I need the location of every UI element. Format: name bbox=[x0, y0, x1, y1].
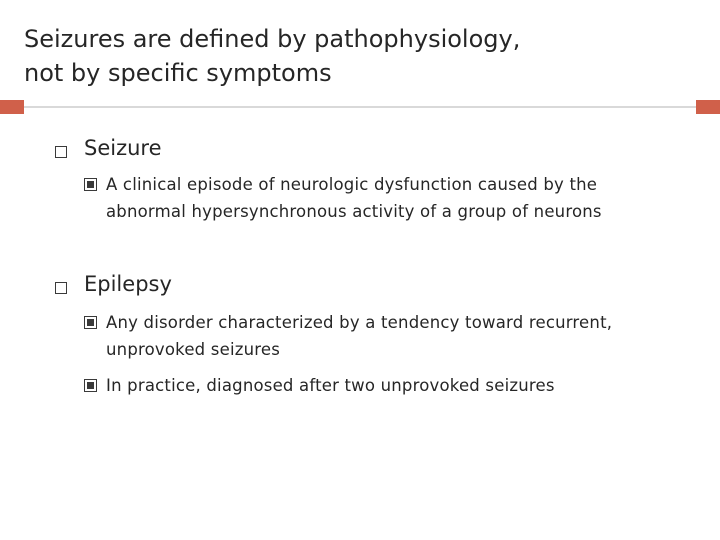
definition-seizure-line-1: A clinical episode of neurologic dysfunction caused by the bbox=[106, 175, 598, 194]
definition-epilepsy-2-line-1: In practice, diagnosed after two unprovoked seizures bbox=[106, 376, 555, 395]
slide-title-line-2: not by specific symptoms bbox=[24, 59, 332, 87]
square-bullet-icon bbox=[55, 146, 67, 158]
flag-bullet-icon bbox=[84, 178, 97, 191]
divider-accent-right bbox=[696, 100, 720, 114]
term-epilepsy: Epilepsy bbox=[84, 272, 172, 296]
definition-epilepsy-1-line-1: Any disorder characterized by a tendency toward recurrent, bbox=[106, 313, 613, 332]
flag-bullet-icon bbox=[84, 379, 97, 392]
divider-accent-left bbox=[0, 100, 24, 114]
definition-seizure-line-2: abnormal hypersynchronous activity of a group of neurons bbox=[106, 202, 602, 221]
term-seizure: Seizure bbox=[84, 136, 162, 160]
definition-epilepsy-1-line-2: unprovoked seizures bbox=[106, 340, 281, 359]
definition-epilepsy-2 bbox=[106, 372, 555, 399]
definition-seizure bbox=[106, 171, 602, 225]
divider-line bbox=[24, 106, 696, 108]
definition-epilepsy-1 bbox=[106, 309, 612, 363]
title-divider bbox=[0, 100, 720, 114]
slide-title-line-1: Seizures are defined by pathophysiology, bbox=[24, 25, 521, 53]
square-bullet-icon bbox=[55, 282, 67, 294]
slide-title bbox=[24, 22, 684, 90]
flag-bullet-icon bbox=[84, 316, 97, 329]
